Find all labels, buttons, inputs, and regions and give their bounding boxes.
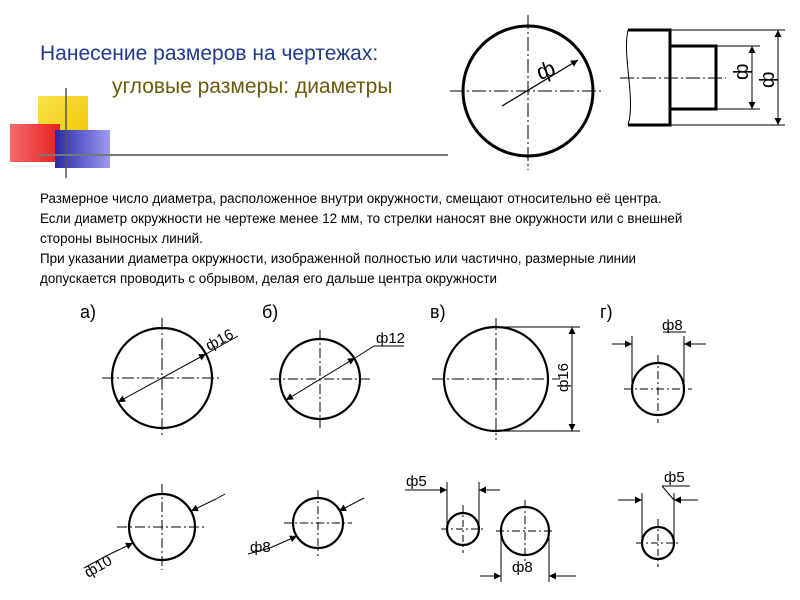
text-line: Размерное число диаметра, расположенное внутри окружности, смещают относительно её центра. (40, 191, 662, 206)
dim-v-bottom-2: ф8 (512, 559, 533, 576)
dim-a-bottom: ф10 (81, 552, 116, 582)
dim-v-bottom-1: ф5 (406, 473, 427, 490)
text-line: При указании диаметра окружности, изображенной полностью или частично, размерные линии (40, 251, 637, 266)
dim-g-top: ф8 (662, 317, 683, 334)
tag-v: в) (430, 302, 446, 322)
dim-v-top: ф16 (555, 362, 572, 392)
top-circle-label: ф (532, 55, 559, 85)
page-subtitle: угловые размеры: диаметры (112, 75, 393, 98)
tag-a: а) (80, 302, 97, 322)
example-g-top (612, 332, 706, 423)
example-g-bottom (618, 486, 698, 567)
example-v-bottom (405, 482, 576, 582)
tag-b: б) (262, 302, 279, 322)
shaft-label-outer: ф (757, 71, 779, 88)
text-line: допускается проводить с обрывом, делая его дальше центра окружности (40, 271, 497, 286)
tag-g: г) (600, 302, 613, 322)
text-line: Если диаметр окружности не чертеже менее 12 мм, то стрелки наносят вне окружности или с внешней (40, 211, 683, 226)
dim-g-bottom: ф5 (664, 469, 685, 486)
dim-b-bottom: ф8 (250, 539, 271, 556)
text-line: стороны выносных линий. (40, 231, 203, 246)
dim-a-top: ф16 (202, 325, 237, 355)
page-title: Нанесение размеров на чертежах: (40, 42, 379, 65)
dim-b-top: ф12 (376, 330, 406, 347)
shaft-label-inner: ф (731, 63, 753, 80)
top-circle-drawing (450, 15, 604, 170)
